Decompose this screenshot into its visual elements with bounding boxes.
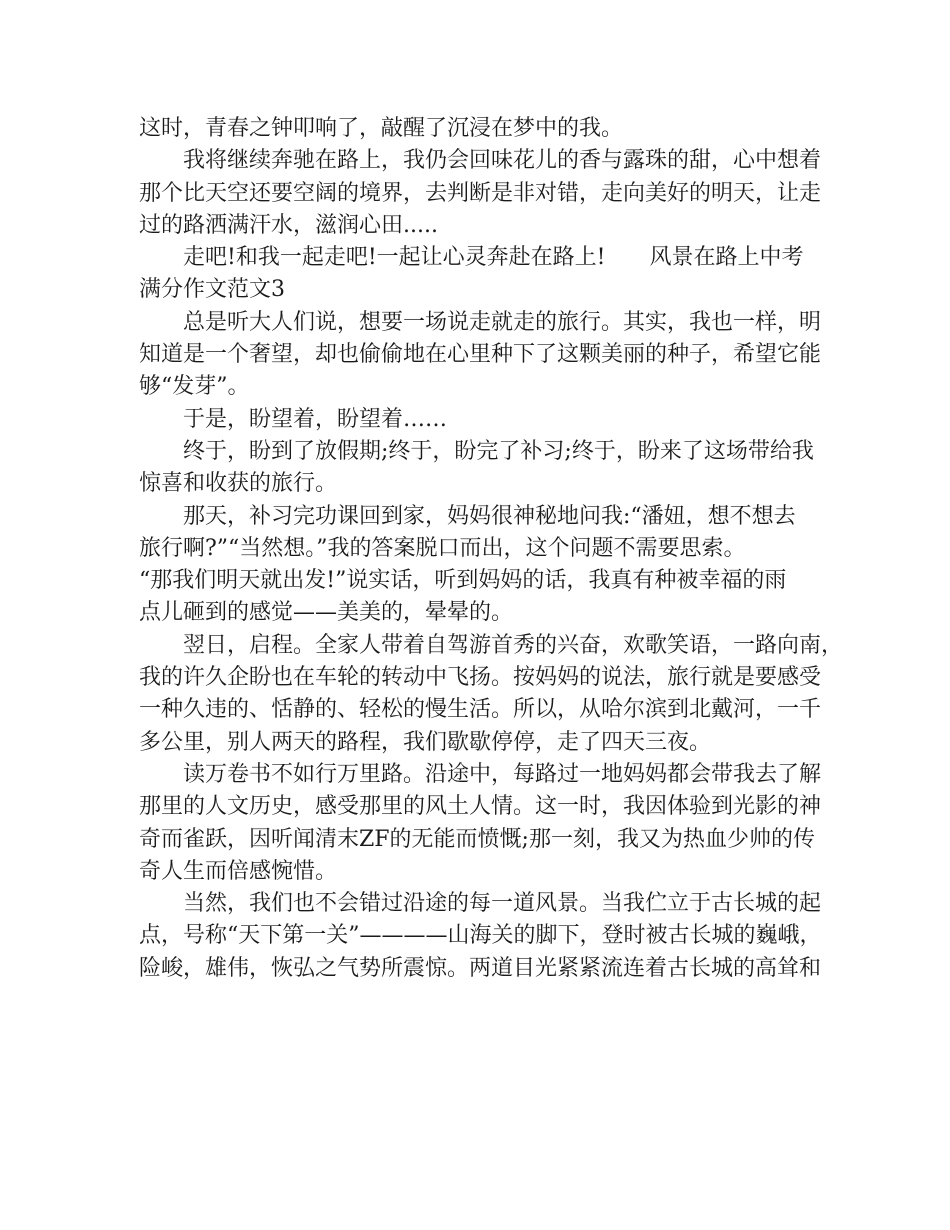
text-line: 惊喜和收获的旅行。 — [139, 471, 338, 497]
text-line: 点儿砸到的感觉——美美的，晕晕的。 — [139, 600, 514, 626]
text-line: 这时，青春之钟叩响了，敲醒了沉浸在梦中的我。 — [139, 116, 624, 141]
text-line: 满分作文范文3 — [139, 277, 285, 303]
text-line: 我将继续奔驰在路上，我仍会回味花儿的香与露珠的甜，心中想着 — [139, 148, 822, 174]
text-line: 当然，我们也不会错过沿途的每一道风景。当我伫立于古长城的起 — [139, 891, 822, 917]
text-line: 多公里，别人两天的路程，我们歇歇停停，走了四天三夜。 — [139, 729, 712, 755]
essay-text — [139, 113, 844, 985]
text-line: 终于，盼到了放假期;终于，盼完了补习;终于，盼来了这场带给我 — [139, 438, 814, 464]
text-line: 点，号称“天下第一关”————山海关的脚下，登时被古长城的巍峨， — [139, 923, 822, 949]
text-line: 我的许久企盼也在车轮的转动中飞扬。按妈妈的说法，旅行就是要感受 — [139, 665, 822, 691]
text-line: 于是，盼望着，盼望着…… — [139, 406, 448, 432]
text-line: 过的路洒满汗水，滋润心田..... — [139, 212, 438, 238]
text-line: 那里的人文历史，感受那里的风土人情。这一时，我因体验到光影的神 — [139, 794, 822, 820]
text-line: 够“发芽”。 — [139, 374, 250, 400]
text-line: 那个比天空还要空阔的境界，去判断是非对错，走向美好的明天，让走 — [139, 180, 822, 206]
text-line: 读万卷书不如行万里路。沿途中，每路过一地妈妈都会带我去了解 — [139, 761, 822, 787]
text-line: 知道是一个奢望，却也偷偷地在心里种下了这颗美丽的种子，希望它能 — [139, 342, 822, 368]
text-line: 总是听大人们说，想要一场说走就走的旅行。其实，我也一样，明 — [139, 309, 822, 335]
text-line: 那天，补习完功课回到家，妈妈很神秘地问我:“潘妞，想不想去 — [139, 503, 796, 529]
text-line: 一种久违的、恬静的、轻松的慢生活。所以，从哈尔滨到北戴河，一千 — [139, 697, 822, 723]
text-line: 险峻，雄伟，恢弘之气势所震惊。两道目光紧紧流连着古长城的高耸和 — [139, 955, 822, 981]
text-line: 奇而雀跃，因听闻清末ZF的无能而愤慨;那一刻，我又为热血少帅的传 — [139, 826, 815, 852]
text-line: 翌日，启程。全家人带着自驾游首秀的兴奋，欢歌笑语，一路向南， — [139, 632, 844, 658]
text-line: 走吧!和我一起走吧!一起让心灵奔赴在路上! 风景在路上中考 — [139, 245, 804, 271]
text-line: 奇人生而倍感惋惜。 — [139, 858, 338, 884]
text-line: 旅行啊?”“当然想。”我的答案脱口而出，这个问题不需要思索。 — [139, 535, 746, 561]
text-line: “那我们明天就出发!”说实话，听到妈妈的话，我真有种被幸福的雨 — [139, 568, 787, 594]
